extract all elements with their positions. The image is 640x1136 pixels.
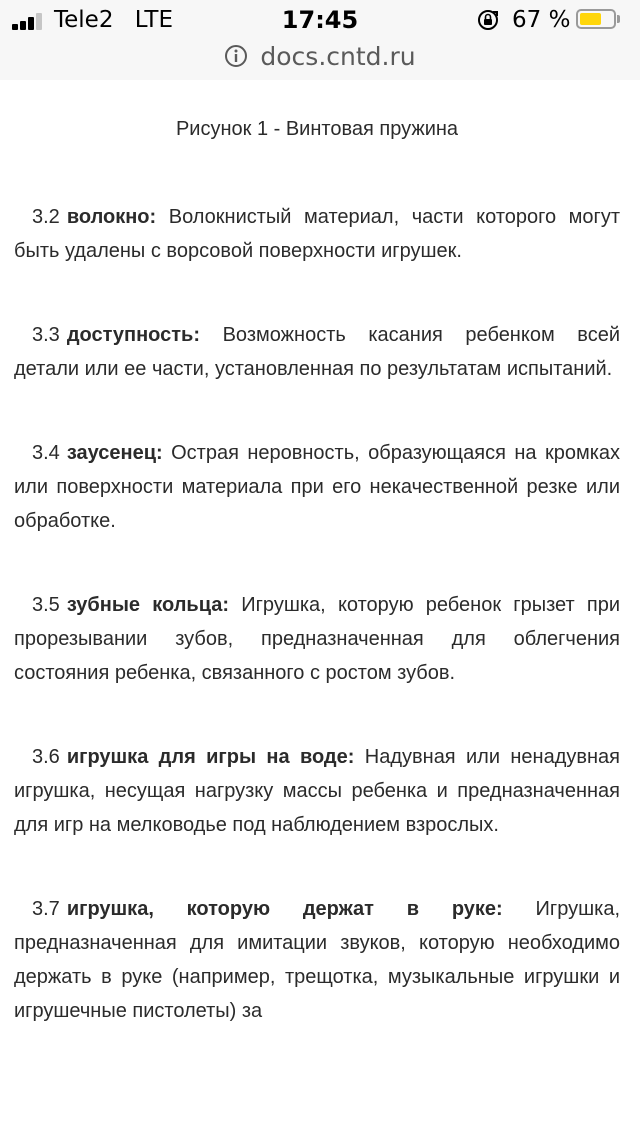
rotation-lock-icon — [477, 9, 499, 31]
address-bar[interactable] — [0, 38, 640, 74]
figure-caption: Рисунок 1 - Винтовая пружина — [175, 118, 459, 140]
term-name: зубные кольца: — [66, 594, 230, 616]
term-name: волокно: — [66, 206, 157, 228]
term-name: заусенец: — [66, 442, 163, 464]
term-definition — [14, 436, 620, 538]
term-number: 3.5 — [32, 594, 60, 616]
term-definition — [14, 200, 620, 268]
term-definition — [14, 318, 620, 386]
battery-percentage: 67 % — [512, 7, 571, 33]
document-content — [14, 112, 620, 1028]
term-text: Игрушка, которую ребенок грызет при прорезывании зубов, предназначенная для облегчения состояния ребенка, связанного с ростом зубов. — [14, 594, 620, 684]
info-icon[interactable] — [224, 44, 248, 68]
term-definition — [14, 740, 620, 842]
term-text: Игрушка, предназначенная для имитации звуков, которую необходимо держать в руке (например, трещотка, музыкальные игрушки и игрушечные пистолеты) за — [14, 898, 621, 1022]
term-text: Острая неровность, образующаяся на кромках или поверхности материала при его некачественной резке или обработке. — [14, 442, 621, 532]
carrier-name: Tele2 — [54, 7, 114, 33]
term-number: 3.2 — [32, 206, 60, 228]
term-number: 3.3 — [32, 324, 60, 346]
term-number: 3.4 — [32, 442, 60, 464]
browser-chrome — [0, 0, 640, 80]
network-type: LTE — [134, 7, 174, 33]
battery-cap — [617, 15, 620, 23]
term-name: игрушка для игры на воде: — [66, 746, 355, 768]
battery-icon — [576, 9, 616, 29]
term-definition — [14, 588, 620, 690]
battery-level-fill — [580, 13, 601, 25]
term-definition — [14, 892, 620, 1028]
term-text: Надувная или ненадувная игрушка, несущая нагрузку массы ребенка и предназначенная для игр на мелководье под наблюдением взрослых. — [14, 746, 620, 836]
term-text: Возможность касания ребенком всей детали или ее части, установленная по результатам испытаний. — [14, 324, 620, 380]
term-text: Волокнистый материал, части которого могут быть удалены с ворсовой поверхности игрушек. — [14, 206, 620, 262]
url-text[interactable]: docs.cntd.ru — [260, 41, 416, 71]
term-name: игрушка, которую держат в руке: — [66, 898, 503, 920]
term-number: 3.7 — [32, 898, 60, 920]
term-number: 3.6 — [32, 746, 60, 768]
clock: 17:45 — [281, 6, 359, 34]
term-name: доступность: — [66, 324, 200, 346]
status-bar — [0, 0, 640, 40]
